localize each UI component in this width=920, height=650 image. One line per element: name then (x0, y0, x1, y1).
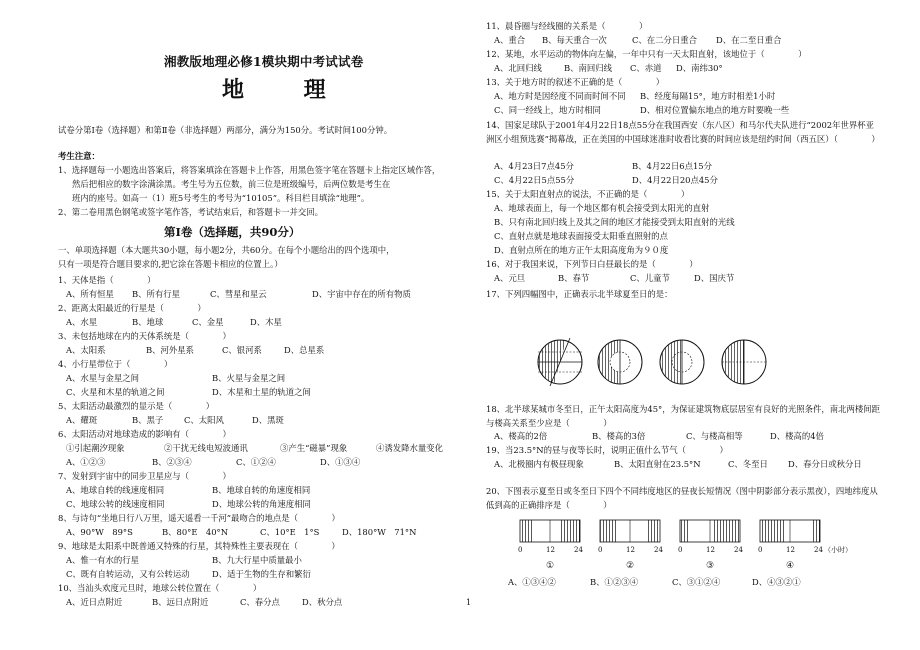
option: D、适于生物的生存和繁衍 (212, 569, 311, 579)
option: B、80°E 40°N (162, 527, 229, 537)
bar-label: ③ (706, 561, 715, 571)
option: A、①③④② (508, 577, 556, 587)
question-19: 19、当23.5°N的昼与夜等长时，说明正值什么节气（ ） (486, 445, 728, 455)
question-15: 15、关于太阳直射点的说法，不正确的是（ ） (486, 189, 690, 199)
globe-b (598, 340, 642, 384)
option: C、金星 (192, 317, 224, 327)
option: D、楼高的4倍 (770, 431, 824, 441)
page-number: 1 (466, 598, 472, 607)
section-title: 第Ⅰ卷（选择题，共90分） (164, 225, 301, 239)
question-11: 11、晨昏圈与经线圈的关系是（ ） (486, 21, 648, 31)
option: B、②③④ (152, 457, 192, 467)
question-17: 17、下列四幅图中，正确表示北半球夏至日的是： (486, 289, 673, 299)
option: A、地球自转的线速度相同 (66, 485, 165, 495)
daynight-bar-4 (760, 520, 820, 542)
question-18 (486, 402, 882, 430)
question-18-text: 18、北半球某城市冬至日，正午太阳高度为45°，为保证建筑物底层居室有良好的光照条件，南北两楼间距与楼高关系至少应是（ ） (486, 404, 880, 428)
option: C、4月22日5点55分 (494, 175, 575, 185)
daynight-bar-2 (600, 520, 660, 542)
globe-a (538, 338, 582, 386)
question-20-text: 20、下图表示夏至日或冬至日下四个不同纬度地区的昼夜长短情况（图中阴影部分表示黑夜），四地纬度从低到高的正确排序是（ ） (486, 486, 878, 510)
tick-label: 24 (654, 546, 663, 554)
option: B、所有行星 (132, 289, 181, 299)
option: A、水星与金星之间 (66, 373, 140, 383)
option: D、180°W 71°N (342, 527, 417, 537)
question-12: 12、某地，水平运动的物体向左偏，一年中只有一天太阳直射，该地位于（ ） (486, 49, 807, 59)
option: D、木星 (250, 317, 282, 327)
option: C、地球公转的线速度相同 (66, 499, 165, 509)
option: D、4月22日20点45分 (632, 175, 718, 185)
option: B、南回归线 (564, 63, 613, 73)
option: C、太阳风 (184, 415, 224, 425)
bar-label: ② (626, 561, 635, 571)
bar-label: ① (546, 561, 555, 571)
question-14 (486, 118, 878, 146)
option: A、地方时是因经度不同而时间不同 (494, 91, 626, 101)
option: C、赤道 (630, 63, 662, 73)
question-20 (486, 484, 882, 512)
question-8: 8、与诗句“坐地日行八万里，遥天遥看一千河”最吻合的地点是（ ） (58, 513, 340, 523)
question-16: 16、对于我国来说，下列节日白昼最长的是（ ） (486, 259, 698, 269)
option: B、经度每隔15°，地方时相差1小时 (640, 91, 776, 101)
option: A、惟一有水的行星 (66, 555, 140, 565)
option: C、春分点 (240, 597, 280, 607)
q17-globes-figure (530, 330, 770, 394)
notice-line: 1、选择题每一小题选出答案后，将答案填涂在答题卡上作答，用黑色签字笔在答题卡上指定区域作答， (58, 165, 441, 175)
daynight-bar-1 (520, 520, 580, 542)
option: A、90°W 89°S (66, 527, 133, 537)
tick-label: 0 (758, 546, 763, 554)
option: C、银河系 (222, 345, 262, 355)
tick-label: 24 (734, 546, 743, 554)
tick-label: 12 (786, 546, 795, 554)
option: A、太阳系 (66, 345, 106, 355)
tick-label: 0 (678, 546, 683, 554)
option: A、所有恒星 (66, 289, 114, 299)
option: B、远日点附近 (152, 597, 209, 607)
question-6: 6、太阳活动对地球造成的影响有（ ） (58, 429, 231, 439)
question-5: 5、太阳活动最激烈的显示是（ ） (58, 401, 215, 411)
option: D、相对位置偏东地点的地方时要晚一些 (640, 105, 790, 115)
exam-title: 湘教版地理必修1模块期中考试试卷 (164, 54, 364, 69)
option: ①引起潮汐现象 (66, 443, 125, 453)
option: C、直射点就是地球表面接受太阳垂直照射的点 (494, 231, 668, 241)
option: A、元旦 (494, 273, 526, 283)
option: ④诱发降水量变化 (376, 443, 443, 453)
question-9: 9、地球是太阳系中既普通又特殊的行星，其特殊性主要表现在（ ） (58, 541, 340, 551)
globe-c (660, 340, 704, 384)
option: B、河外星系 (146, 345, 195, 355)
option: ③产生“磁暴”现象 (280, 443, 348, 453)
option: B、九大行星中质量最小 (212, 555, 302, 565)
globe-d (722, 340, 766, 384)
option: C、①②④ (236, 457, 276, 467)
option: C、彗星和星云 (210, 289, 267, 299)
tick-label: 24 (574, 546, 583, 554)
option: C、儿童节 (630, 273, 670, 283)
option: C、与楼高相等 (686, 431, 743, 441)
option: D、国庆节 (694, 273, 735, 283)
question-2: 2、距离太阳最近的行星是（ ） (58, 303, 206, 313)
tick-label: 24 (814, 546, 823, 554)
option: C、在二分日重合 (632, 35, 698, 45)
question-3: 3、未包括地球在内的天体系统是（ ） (58, 331, 231, 341)
question-1: 1、天体是指（ ） (58, 275, 156, 285)
question-14-text: 14、国家足球队于2001年4月22日18点55分在我国西安（东八区）和马尔代夫队进行“2002年世界杯亚洲区小组预选赛”揭幕战，正在美国的中国球迷准时收看比赛的时间应该是纽约时间（西五区）（ ） (486, 120, 880, 144)
option: D、总星系 (284, 345, 325, 355)
notice-line: 班内的座号。如高一（1）班5号考生的考号为“10105”。科目栏目填涂“地理”。 (72, 193, 370, 203)
option: D、春分日或秋分日 (788, 459, 862, 469)
question-10: 10、当汕头欢度元旦时，地球公转位置在（ ） (58, 583, 262, 593)
notice-line: 2、第二卷用黑色钢笔或签字笔作答，考试结束后，和答题卡一并交回。 (58, 207, 323, 217)
tick-label: 12 (626, 546, 635, 554)
option: A、近日点附近 (66, 597, 123, 607)
exam-intro: 试卷分第Ⅰ卷（选择题）和第Ⅱ卷（非选择题）两部分，满分为150分。考试时间100分钟。 (58, 125, 393, 135)
option: C、③①②④ (672, 577, 721, 587)
option: B、黑子 (132, 415, 164, 425)
option: ②干扰无线电短波通讯 (164, 443, 248, 453)
notice-title: 考生注意： (58, 151, 100, 161)
option: D、地球公转的角速度相同 (212, 499, 311, 509)
tick-label: 12 (546, 546, 555, 554)
option: B、火星与金星之间 (212, 373, 286, 383)
tick-label: 12 (706, 546, 715, 554)
subject-heading: 地 理 (222, 77, 352, 103)
option: D、黑斑 (252, 415, 284, 425)
option: D、木星和土星的轨道之间 (212, 387, 311, 397)
option: A、楼高的2倍 (494, 431, 548, 441)
bar-label: ④ (786, 561, 795, 571)
option: D、秋分点 (302, 597, 343, 607)
option: A、水星 (66, 317, 98, 327)
option: A、北极圈内有极昼现象 (494, 459, 584, 469)
option: D、在二至日重合 (716, 35, 782, 45)
option: C、火星和木星的轨道之间 (66, 387, 165, 397)
notice-line: 然后把相应的数字涂满涂黑。考生号为五位数，前三位是班级编号，后两位数是考生在 (72, 179, 391, 189)
option: D、直射点所在的地方正午太阳高度角为９０度 (494, 245, 669, 255)
option: B、只有南北回归线上及其之间的地区才能接受到太阳直射的光线 (494, 217, 735, 227)
option: D、①③④ (320, 457, 361, 467)
option: C、既有自转运动，又有公转运动 (66, 569, 190, 579)
option: B、春节 (558, 273, 590, 283)
axis-unit: （小时） (824, 546, 852, 554)
option: B、地球 (132, 317, 164, 327)
tick-label: 0 (518, 546, 523, 554)
option: D、南纬30° (676, 63, 723, 73)
question-4: 4、小行星带位于（ ） (58, 359, 173, 369)
section-intro: 只有一项是符合题目要求的,把它涂在答题卡相应的位置上。） (58, 259, 283, 269)
option: B、地球自转的角速度相同 (212, 485, 311, 495)
option: B、每天重合一次 (542, 35, 607, 45)
option: C、同一经线上，地方时相同 (494, 105, 601, 115)
option: B、太阳直射在23.5°N (614, 459, 701, 469)
option: A、耀斑 (66, 415, 98, 425)
option: C、10°E 1°S (260, 527, 320, 537)
option: A、重合 (494, 35, 526, 45)
option: B、4月22日6点15分 (632, 161, 712, 171)
option: A、北回归线 (494, 63, 542, 73)
question-13: 13、关于地方时的叙述不正确的是（ ） (486, 77, 665, 87)
option: A、地球表面上，每一个地区都有机会接受到太阳光的直射 (494, 203, 710, 213)
option: B、楼高的3倍 (592, 431, 646, 441)
option: A、4月23日7点45分 (494, 161, 574, 171)
option: C、冬至日 (728, 459, 768, 469)
q20-daynight-figure (516, 516, 852, 574)
tick-label: 0 (598, 546, 603, 554)
option: A、①②③ (66, 457, 106, 467)
option: B、①②③④ (590, 577, 639, 587)
option: D、④③②① (752, 577, 801, 587)
section-intro: 一、单项选择题（本大题共30小题，每小题2分，共60分。在每个小题给出的四个选项中， (58, 245, 395, 255)
daynight-bar-3 (680, 520, 740, 542)
question-7: 7、发射到宇宙中的同步卫星应与（ ） (58, 471, 231, 481)
option: D、宇宙中存在的所有物质 (312, 289, 411, 299)
